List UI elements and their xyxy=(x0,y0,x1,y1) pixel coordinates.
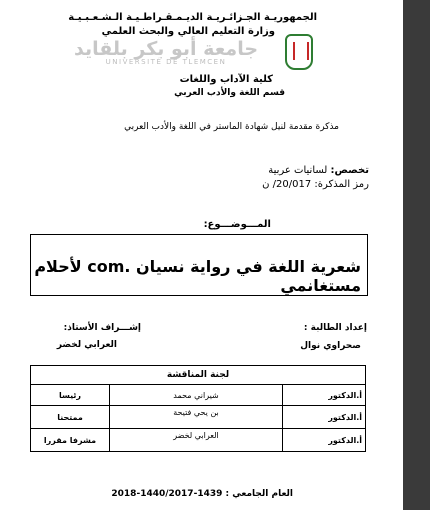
jury-table xyxy=(30,365,366,452)
specialization-value: لسانيات عربية xyxy=(268,165,328,176)
subject-label: المـــوضـــوع: xyxy=(203,219,271,230)
academic-year: العام الجامعي : 1439-1440/2017-2018 xyxy=(111,489,293,499)
university-name-ar: جامعة أبو بكر بلقايد xyxy=(73,38,259,60)
supervisor-name: العرابي لخضر xyxy=(56,340,117,350)
jury-role: مشرفا مقررا xyxy=(31,429,110,452)
specialization xyxy=(268,165,369,176)
jury-title: أ.الدكتور xyxy=(283,429,366,452)
jury-title: أ.الدكتور xyxy=(283,385,366,406)
faculty-name: كلية الآداب واللغات xyxy=(179,74,273,85)
jury-name: العرابي لخضر xyxy=(110,429,283,452)
university-logo xyxy=(58,38,274,68)
ministry-header: وزارة التعليم العالي والبحث العلمي xyxy=(101,26,275,37)
student-name: صحراوي نوال xyxy=(300,341,361,351)
jury-caption-row xyxy=(31,366,366,385)
table-row xyxy=(31,429,366,452)
university-emblem-icon xyxy=(285,34,313,70)
jury-name: بن يحي فتيحة xyxy=(110,406,283,429)
table-row xyxy=(31,385,366,406)
memo-code: رمز المذكرة: 20/017/ ن xyxy=(262,179,369,190)
jury-role: رئيسا xyxy=(31,385,110,406)
supervisor-label: إشـــراف الأستاذ: xyxy=(63,323,141,333)
jury-caption: لجنة المناقشة xyxy=(31,366,366,385)
jury-name: شيراني محمد xyxy=(110,385,283,406)
student-label: إعداد الطالبة : xyxy=(303,323,367,333)
thesis-title: شعرية اللغة في رواية نسيان .com لأحلام مستغانمي xyxy=(34,257,361,295)
title-box xyxy=(30,234,368,296)
jury-title: أ.الدكتور xyxy=(283,406,366,429)
department-name: قسم اللغة والأدب العربي xyxy=(174,88,285,98)
jury-role: ممتحنا xyxy=(31,406,110,429)
republic-header: الجمهوريـة الجـزائـريـة الديـمـقـراطـيـة الـشـعـبـيـة xyxy=(68,12,317,23)
university-name-fr: UNIVERSITÉ DE TLEMCEN xyxy=(105,58,227,66)
table-row xyxy=(31,406,366,429)
memo-purpose: مذكرة مقدمة لنيل شهادة الماستر في اللغة والأدب العربي xyxy=(124,122,339,132)
specialization-label: تخصص: xyxy=(330,165,369,176)
